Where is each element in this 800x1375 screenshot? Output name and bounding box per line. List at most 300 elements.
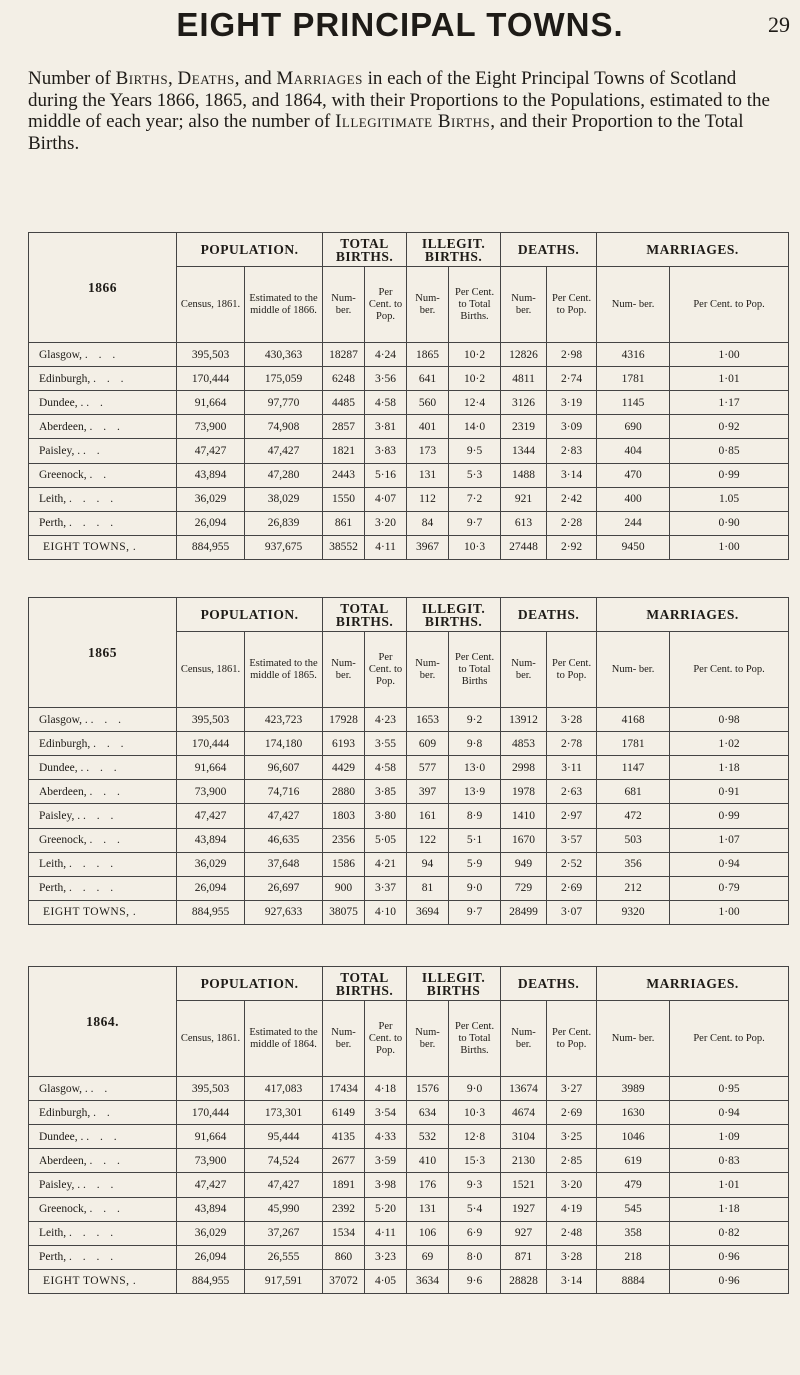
table-cell: 5·16	[365, 463, 407, 487]
table-cell: 1978	[501, 780, 547, 804]
table-cell: 0·83	[670, 1149, 789, 1173]
table-cell: 400	[597, 487, 670, 511]
table-cell: 2356	[323, 828, 365, 852]
table-cell: 26,094	[177, 876, 245, 900]
table-cell: 472	[597, 804, 670, 828]
table-cell: 401	[407, 415, 449, 439]
total-cell: 937,675	[245, 535, 323, 559]
town-label: Edinburgh,	[39, 372, 91, 385]
table-cell: 3·28	[547, 708, 597, 732]
column-header: Num- ber.	[597, 632, 670, 708]
table-cell: 900	[323, 876, 365, 900]
table-cell: 0·85	[670, 439, 789, 463]
table-cell: 47,427	[245, 439, 323, 463]
table-cell: 3·27	[547, 1077, 597, 1101]
group-header-row	[29, 598, 789, 632]
table-cell: 860	[323, 1245, 365, 1269]
table-cell: 1046	[597, 1125, 670, 1149]
table-row	[29, 1173, 789, 1197]
total-cell: 9·6	[449, 1269, 501, 1293]
table-row	[29, 1221, 789, 1245]
town-name	[29, 1101, 177, 1125]
town-label: Aberdeen,	[39, 785, 87, 798]
column-header: Num- ber.	[323, 1001, 365, 1077]
table-cell: 9·8	[449, 732, 501, 756]
table-cell: 3·55	[365, 732, 407, 756]
total-cell: 10·3	[449, 535, 501, 559]
leader-dots: . . .	[82, 809, 118, 822]
total-cell: 27448	[501, 535, 547, 559]
column-header: Census, 1861.	[177, 632, 245, 708]
total-town-label: EIGHT TOWNS,	[43, 1275, 130, 1288]
stats-table-1865	[28, 597, 789, 925]
town-name	[29, 1221, 177, 1245]
marriages-header: MARRIAGES.	[597, 967, 789, 1001]
total-cell: 1·00	[670, 535, 789, 559]
town-label: Greenock,	[39, 834, 87, 847]
table-cell: 74,524	[245, 1149, 323, 1173]
table-cell: 681	[597, 780, 670, 804]
total-cell: 0·96	[670, 1269, 789, 1293]
table-cell: 170,444	[177, 732, 245, 756]
town-name	[29, 487, 177, 511]
table-cell: 26,555	[245, 1245, 323, 1269]
table-cell: 0·92	[670, 415, 789, 439]
total-cell: 1·00	[670, 900, 789, 924]
table-cell: 47,427	[245, 804, 323, 828]
table-cell: 1410	[501, 804, 547, 828]
table-cell: 397	[407, 780, 449, 804]
table-cell: 9·2	[449, 708, 501, 732]
total-cell: 9320	[597, 900, 670, 924]
table-cell: 91,664	[177, 756, 245, 780]
total-cell: 28828	[501, 1269, 547, 1293]
table-cell: 2·74	[547, 367, 597, 391]
table-row	[29, 415, 789, 439]
table-cell: 8·9	[449, 804, 501, 828]
table-cell: 43,894	[177, 1197, 245, 1221]
leader-dots: .	[132, 541, 140, 554]
total-cell: 917,591	[245, 1269, 323, 1293]
table-cell: 96,607	[245, 756, 323, 780]
table-cell: 12·8	[449, 1125, 501, 1149]
table-cell: 0·91	[670, 780, 789, 804]
table-row	[29, 732, 789, 756]
intro-text-4: , and their Proportion to the Total Births.	[28, 111, 744, 154]
column-header: Per Cent. to Pop.	[670, 1001, 789, 1077]
table-cell: 0·79	[670, 876, 789, 900]
table-cell: 9·0	[449, 1077, 501, 1101]
table-cell: 47,427	[177, 439, 245, 463]
table-cell: 244	[597, 511, 670, 535]
deaths-header: DEATHS.	[501, 598, 597, 632]
table-cell: 1·01	[670, 1173, 789, 1197]
table-cell: 2·42	[547, 487, 597, 511]
total-cell: 3·14	[547, 1269, 597, 1293]
leader-dots: . . .	[82, 1178, 118, 1191]
table-cell: 6193	[323, 732, 365, 756]
table-cell: 3·59	[365, 1149, 407, 1173]
table-cell: 2·69	[547, 876, 597, 900]
town-label: Aberdeen,	[39, 1154, 87, 1167]
leader-dots: .	[132, 1275, 140, 1288]
table-cell: 18287	[323, 343, 365, 367]
table-cell: 5·3	[449, 463, 501, 487]
column-header: Estimated to the middle of 1864.	[245, 1001, 323, 1077]
leader-dots: . . .	[89, 1203, 124, 1216]
table-cell: 1.05	[670, 487, 789, 511]
table-cell: 94	[407, 852, 449, 876]
table-cell: 2·28	[547, 511, 597, 535]
table-cell: 3·20	[365, 511, 407, 535]
table-cell: 3·14	[547, 463, 597, 487]
table-cell: 3·54	[365, 1101, 407, 1125]
total-cell: 884,955	[177, 1269, 245, 1293]
table-cell: 13·0	[449, 756, 501, 780]
table-cell: 26,094	[177, 511, 245, 535]
column-header: Estimated to the middle of 1865.	[245, 632, 323, 708]
town-name	[29, 1197, 177, 1221]
table-cell: 10·3	[449, 1101, 501, 1125]
town-label: Leith,	[39, 858, 67, 871]
table-cell: 1488	[501, 463, 547, 487]
column-header: Per Cent. to Total Births	[449, 632, 501, 708]
table-row	[29, 876, 789, 900]
table-cell: 2·78	[547, 732, 597, 756]
leader-dots: . . . .	[69, 1227, 118, 1240]
total-cell: 4·05	[365, 1269, 407, 1293]
table-cell: 36,029	[177, 1221, 245, 1245]
town-label: Glasgow, .	[39, 1082, 88, 1095]
leader-dots: . . .	[93, 737, 128, 750]
leader-dots: . . .	[89, 420, 124, 433]
leader-dots: . .	[90, 1082, 112, 1095]
town-label: Perth,	[39, 1251, 67, 1264]
total-cell: 9450	[597, 535, 670, 559]
table-row	[29, 828, 789, 852]
column-header: Estimated to the middle of 1866.	[245, 267, 323, 343]
table-cell: 1550	[323, 487, 365, 511]
leader-dots: . . . .	[69, 882, 118, 895]
table-cell: 1630	[597, 1101, 670, 1125]
table-row	[29, 1197, 789, 1221]
table-cell: 3·80	[365, 804, 407, 828]
table-cell: 15·3	[449, 1149, 501, 1173]
town-label: Glasgow, .	[39, 713, 88, 726]
table-cell: 1586	[323, 852, 365, 876]
total-cell: 3634	[407, 1269, 449, 1293]
table-cell: 1891	[323, 1173, 365, 1197]
town-name	[29, 391, 177, 415]
table-cell: 95,444	[245, 1125, 323, 1149]
intro-births: Births	[115, 68, 169, 89]
table-cell: 91,664	[177, 391, 245, 415]
table-cell: 3989	[597, 1077, 670, 1101]
table-row	[29, 708, 789, 732]
table-cell: 131	[407, 1197, 449, 1221]
table-cell: 4·07	[365, 487, 407, 511]
town-label: Paisley, .	[39, 444, 81, 457]
table-cell: 4168	[597, 708, 670, 732]
column-header: Census, 1861.	[177, 1001, 245, 1077]
table-cell: 2130	[501, 1149, 547, 1173]
table-cell: 47,427	[177, 1173, 245, 1197]
table-cell: 1·07	[670, 828, 789, 852]
table-cell: 1·18	[670, 1197, 789, 1221]
town-label: Glasgow,	[39, 348, 83, 361]
leader-dots: . . .	[84, 348, 120, 361]
town-label: Paisley, .	[39, 1178, 81, 1191]
column-header: Per Cent. to Pop.	[365, 267, 407, 343]
column-header: Num- ber.	[407, 267, 449, 343]
table-cell: 634	[407, 1101, 449, 1125]
table-cell: 0·99	[670, 463, 789, 487]
table-cell: 1534	[323, 1221, 365, 1245]
intro-comma: ,	[168, 68, 178, 89]
table-cell: 4·19	[547, 1197, 597, 1221]
table-cell: 0·82	[670, 1221, 789, 1245]
total-births-header: TOTAL BIRTHS.	[323, 967, 407, 1001]
illegit-births-header: ILLEGIT. BIRTHS	[407, 967, 501, 1001]
table-cell: 13·9	[449, 780, 501, 804]
total-town-label: EIGHT TOWNS,	[43, 906, 130, 919]
table-cell: 729	[501, 876, 547, 900]
table-row	[29, 391, 789, 415]
table-cell: 3·28	[547, 1245, 597, 1269]
table-cell: 5·05	[365, 828, 407, 852]
table-cell: 5·9	[449, 852, 501, 876]
town-name	[29, 1077, 177, 1101]
table-cell: 2857	[323, 415, 365, 439]
town-name	[29, 463, 177, 487]
page-header	[0, 0, 800, 60]
table-cell: 417,083	[245, 1077, 323, 1101]
column-header: Per Cent. to Pop.	[670, 632, 789, 708]
table-cell: 2·98	[547, 343, 597, 367]
total-town-label: EIGHT TOWNS,	[43, 541, 130, 554]
table-cell: 97,770	[245, 391, 323, 415]
table-cell: 9·7	[449, 511, 501, 535]
table-cell: 9·0	[449, 876, 501, 900]
deaths-header: DEATHS.	[501, 967, 597, 1001]
table-row	[29, 1077, 789, 1101]
table-cell: 10·2	[449, 343, 501, 367]
table-cell: 0·98	[670, 708, 789, 732]
leader-dots: . . .	[90, 713, 126, 726]
leader-dots: . .	[93, 1106, 114, 1119]
leader-dots: . . .	[89, 834, 124, 847]
town-name	[29, 1173, 177, 1197]
total-label	[29, 535, 177, 559]
table-cell: 12826	[501, 343, 547, 367]
table-cell: 0·99	[670, 804, 789, 828]
column-header: Num- ber.	[323, 267, 365, 343]
table-cell: 4·33	[365, 1125, 407, 1149]
table-cell: 423,723	[245, 708, 323, 732]
table-cell: 43,894	[177, 463, 245, 487]
table-cell: 131	[407, 463, 449, 487]
town-name	[29, 511, 177, 535]
column-header: Num- ber.	[597, 267, 670, 343]
table-cell: 47,280	[245, 463, 323, 487]
column-header: Num- ber.	[323, 632, 365, 708]
total-label	[29, 900, 177, 924]
town-name	[29, 732, 177, 756]
column-header: Num- ber.	[501, 1001, 547, 1077]
intro-paragraph	[28, 68, 788, 154]
table-cell: 0·95	[670, 1077, 789, 1101]
town-label: Perth,	[39, 882, 67, 895]
table-cell: 1·02	[670, 732, 789, 756]
leader-dots: . . .	[89, 1154, 124, 1167]
table-cell: 4853	[501, 732, 547, 756]
table-cell: 81	[407, 876, 449, 900]
total-births-header: TOTAL BIRTHS.	[323, 598, 407, 632]
table-cell: 43,894	[177, 828, 245, 852]
population-header: POPULATION.	[177, 598, 323, 632]
table-cell: 0·96	[670, 1245, 789, 1269]
total-row	[29, 900, 789, 924]
table-cell: 4811	[501, 367, 547, 391]
table-cell: 37,267	[245, 1221, 323, 1245]
table-cell: 1670	[501, 828, 547, 852]
group-header-row	[29, 967, 789, 1001]
table-cell: 358	[597, 1221, 670, 1245]
intro-deaths: Deaths	[177, 68, 235, 89]
town-label: Greenock,	[39, 1203, 87, 1216]
leader-dots: . . .	[89, 785, 124, 798]
town-name	[29, 439, 177, 463]
table-cell: 609	[407, 732, 449, 756]
table-cell: 176	[407, 1173, 449, 1197]
table-cell: 470	[597, 463, 670, 487]
table-cell: 218	[597, 1245, 670, 1269]
table-cell: 91,664	[177, 1125, 245, 1149]
table-cell: 2·83	[547, 439, 597, 463]
table-cell: 404	[597, 439, 670, 463]
table-cell: 1521	[501, 1173, 547, 1197]
table-cell: 47,427	[177, 804, 245, 828]
table-cell: 10·2	[449, 367, 501, 391]
total-cell: 4·11	[365, 535, 407, 559]
table-cell: 1344	[501, 439, 547, 463]
stats-table-1864	[28, 966, 789, 1294]
table-cell: 2443	[323, 463, 365, 487]
table-row	[29, 1101, 789, 1125]
intro-text-2: , and	[234, 68, 277, 89]
town-label: Leith,	[39, 493, 67, 506]
table-cell: 3·37	[365, 876, 407, 900]
table-cell: 38,029	[245, 487, 323, 511]
table-cell: 641	[407, 367, 449, 391]
table-cell: 212	[597, 876, 670, 900]
table-cell: 69	[407, 1245, 449, 1269]
table-cell: 5·4	[449, 1197, 501, 1221]
total-cell: 8884	[597, 1269, 670, 1293]
town-name	[29, 1245, 177, 1269]
table-cell: 560	[407, 391, 449, 415]
table-cell: 45,990	[245, 1197, 323, 1221]
table-cell: 13912	[501, 708, 547, 732]
table-cell: 47,427	[245, 1173, 323, 1197]
table-cell: 13674	[501, 1077, 547, 1101]
table-cell: 3·20	[547, 1173, 597, 1197]
table-cell: 690	[597, 415, 670, 439]
town-name	[29, 804, 177, 828]
table-cell: 356	[597, 852, 670, 876]
leader-dots: . . .	[86, 1130, 121, 1143]
table-cell: 1·00	[670, 343, 789, 367]
population-header: POPULATION.	[177, 233, 323, 267]
town-name	[29, 1125, 177, 1149]
column-header: Per Cent. to Pop.	[547, 1001, 597, 1077]
total-cell: 884,955	[177, 535, 245, 559]
town-label: Aberdeen,	[39, 420, 87, 433]
table-cell: 173	[407, 439, 449, 463]
intro-illegitimate-births: Illegitimate Births	[335, 111, 491, 132]
table-cell: 2·63	[547, 780, 597, 804]
table-cell: 1653	[407, 708, 449, 732]
table-cell: 2880	[323, 780, 365, 804]
table-cell: 2677	[323, 1149, 365, 1173]
table-cell: 1576	[407, 1077, 449, 1101]
town-name	[29, 780, 177, 804]
table-cell: 3·85	[365, 780, 407, 804]
column-header: Per Cent. to Pop.	[670, 267, 789, 343]
column-header: Per Cent. to Pop.	[365, 632, 407, 708]
table-cell: 4674	[501, 1101, 547, 1125]
table-cell: 3126	[501, 391, 547, 415]
table-cell: 175,059	[245, 367, 323, 391]
table-cell: 395,503	[177, 1077, 245, 1101]
table-cell: 17434	[323, 1077, 365, 1101]
leader-dots: . . .	[86, 761, 121, 774]
intro-text-1: Number of	[28, 68, 116, 89]
town-label: Leith,	[39, 1227, 67, 1240]
table-cell: 4316	[597, 343, 670, 367]
leader-dots: . . . .	[69, 493, 118, 506]
total-births-header: TOTAL BIRTHS.	[323, 233, 407, 267]
table-cell: 4·58	[365, 756, 407, 780]
town-label: Edinburgh,	[39, 737, 91, 750]
town-label: Dundee, .	[39, 396, 84, 409]
town-name	[29, 1149, 177, 1173]
table-cell: 3·81	[365, 415, 407, 439]
marriages-header: MARRIAGES.	[597, 598, 789, 632]
page-number: 29	[768, 12, 790, 37]
table-cell: 3·19	[547, 391, 597, 415]
table-cell: 26,839	[245, 511, 323, 535]
table-cell: 871	[501, 1245, 547, 1269]
total-cell: 3967	[407, 535, 449, 559]
year-heading: 1866	[29, 233, 177, 343]
table-cell: 4·21	[365, 852, 407, 876]
table-cell: 1·01	[670, 367, 789, 391]
column-header: Census, 1861.	[177, 267, 245, 343]
town-name	[29, 367, 177, 391]
table-cell: 84	[407, 511, 449, 535]
table-row	[29, 852, 789, 876]
total-cell: 927,633	[245, 900, 323, 924]
table-cell: 861	[323, 511, 365, 535]
table-cell: 927	[501, 1221, 547, 1245]
table-cell: 26,697	[245, 876, 323, 900]
total-cell: 3694	[407, 900, 449, 924]
total-cell: 884,955	[177, 900, 245, 924]
illegit-births-header: ILLEGIT. BIRTHS.	[407, 598, 501, 632]
table-cell: 1781	[597, 367, 670, 391]
table-cell: 1·09	[670, 1125, 789, 1149]
